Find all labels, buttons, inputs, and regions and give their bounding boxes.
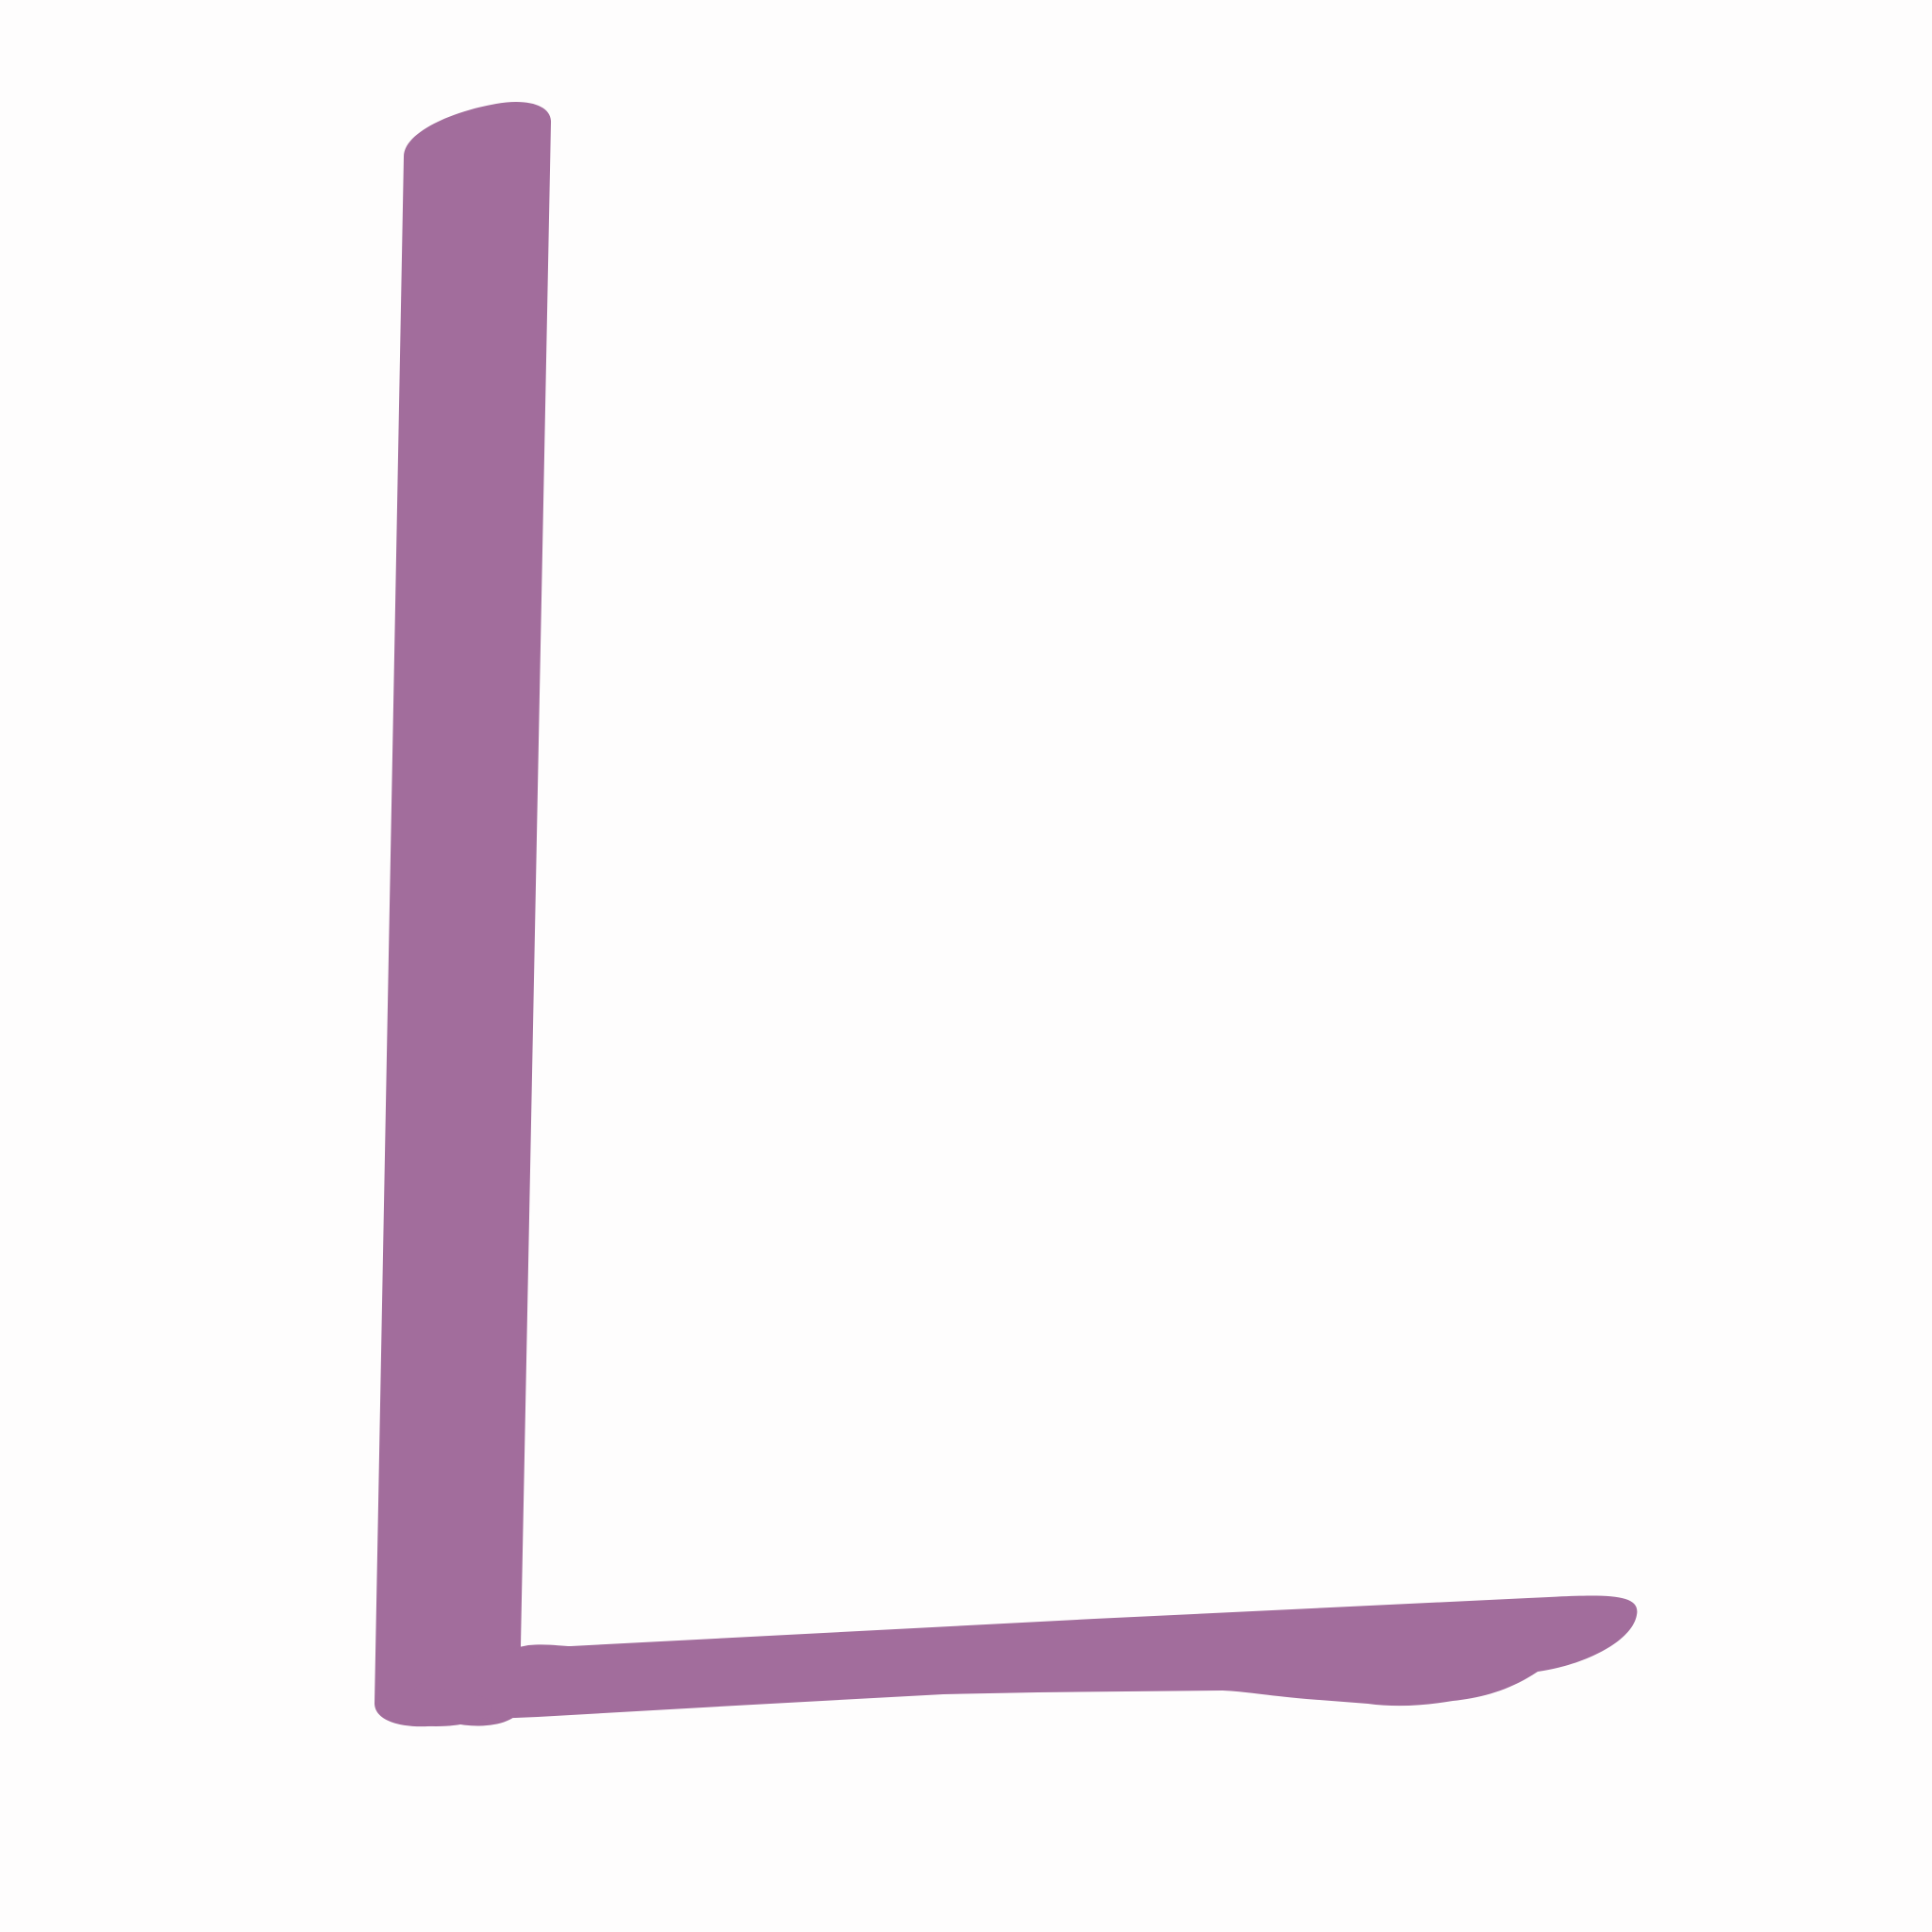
l-horizontal-stroke — [414, 1596, 1638, 1719]
l-corner-cap — [379, 1689, 492, 1726]
l-vertical-stroke — [375, 102, 551, 1726]
